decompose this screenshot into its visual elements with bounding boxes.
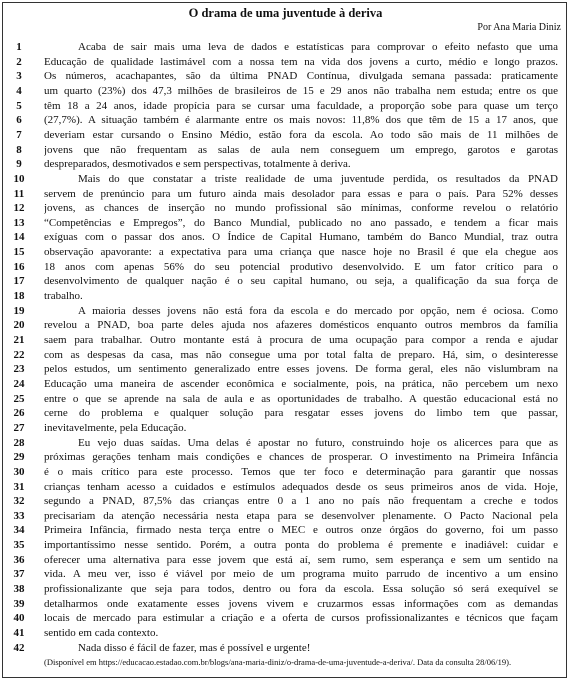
line-number: 22 [13, 348, 25, 361]
line-text: Eu vejo duas saídas. Uma delas é apostar no futuro, construindo hoje os alicerces para que as [78, 436, 558, 449]
article-author: Por Ana Maria Diniz [477, 22, 561, 33]
line-text: crianças tenham acesso a cuidados e estímulos adequados desde os seus primeiros anos de vida. Hoje, [44, 480, 558, 493]
line-text: revelou a PNAD, boa parte deles ajuda nos afazeres domésticos enquanto outros membros da família [44, 319, 558, 332]
line-text: segundo a PNAD, 87,5% das crianças entre 0 a 1 ano no país não frequentam a creche e todos [44, 495, 558, 508]
text-line [0, 597, 571, 612]
text-line [0, 172, 571, 187]
line-text: Educação de qualidade lastimável com a nossa tem na vida dos jovens a curto, médio e longo prazos. [44, 55, 558, 68]
text-line [0, 216, 571, 231]
text-line [0, 392, 571, 407]
line-number: 28 [13, 436, 25, 449]
line-text: têm 18 a 24 anos, idade propícia para se cursar uma faculdade, a proporção sobe para quase um terço [44, 99, 558, 112]
line-number: 41 [13, 627, 25, 639]
text-line [0, 187, 571, 202]
line-number: 17 [13, 275, 25, 288]
text-line [0, 611, 571, 626]
line-number: 3 [16, 70, 22, 83]
line-text: A maioria desses jovens não está fora da escola e do mercado por opção, nem é ociosa. Como [78, 304, 558, 317]
line-text: trabalho. [44, 290, 83, 303]
line-number: 10 [13, 172, 25, 185]
text-line [0, 553, 571, 568]
text-line [0, 494, 571, 509]
line-number: 19 [13, 304, 25, 317]
line-text: é o mais crítico para este processo. Temos que ter foco e determinação para garantir que nossas [44, 465, 558, 478]
line-number: 25 [13, 392, 25, 405]
line-number: 38 [13, 583, 25, 596]
source-citation: (Disponível em https://educacao.estadao.com.br/blogs/ana-maria-diniz/o-drama-de-uma-juventude-a-deriva/. Data da consulta 28/06/19). [44, 657, 512, 667]
text-line [0, 465, 571, 480]
line-text: “Competências e Empregos”, do Banco Mundial, publicado no ano passado, e tendem a ficar mais [44, 216, 558, 229]
line-number: 2 [16, 55, 22, 68]
text-line [0, 450, 571, 465]
text-line [0, 143, 571, 158]
line-number: 32 [13, 495, 25, 508]
line-text: oferecer uma alternativa para esse jovem que está aí, sem rumo, sem esperança e sem um sentido na [44, 553, 558, 566]
text-line [0, 69, 571, 84]
line-number: 6 [16, 114, 22, 127]
line-text: sentido em cada contexto. [44, 627, 159, 639]
line-text: jovens que não frequentam as salas de aula nem conseguem um emprego, garotos e garotas [44, 143, 558, 156]
line-text: saem para trabalhar. Outro montante está à procura de uma ocupação para compor a renda e ajudar [44, 334, 558, 346]
line-number: 31 [13, 480, 25, 493]
line-number: 26 [13, 407, 25, 420]
line-number: 5 [16, 99, 22, 112]
line-text: vida. A meu ver, isso é viável por meio de um programa muito parrudo de incentivo a um ensino [44, 568, 558, 581]
text-line [0, 99, 571, 114]
line-text: inevitavelmente, pela Educação. [44, 421, 187, 434]
line-text: exíguas com o passar dos anos. O Índice de Capital Humano, também do Banco Mundial, traz outra [44, 231, 558, 244]
line-number: 14 [13, 231, 25, 244]
line-number: 8 [16, 143, 22, 156]
line-number: 1 [16, 41, 22, 53]
text-line [0, 582, 571, 597]
line-number: 9 [16, 158, 22, 171]
text-line [0, 274, 571, 289]
line-number: 20 [13, 319, 25, 332]
line-number: 4 [16, 84, 22, 97]
line-number: 12 [13, 202, 25, 215]
text-line [0, 40, 571, 55]
line-number: 35 [13, 539, 25, 552]
line-text: jovens, as chances de inserção no mundo profissional são mínimas, conforme revelou o relatório [44, 202, 558, 215]
line-text: servem de prenúncio para um futuro ainda mais desolador para essas e para o país. Para 52% desses [44, 187, 558, 200]
text-line [0, 509, 571, 524]
text-line [0, 289, 571, 304]
line-text: despreparados, desmotivados e sem perspectivas, totalmente à deriva. [44, 158, 351, 171]
line-text: cerne do problema e qualquer solução para resgatar esses jovens do limbo tem que passar, [44, 407, 558, 420]
text-line [0, 567, 571, 582]
text-line [0, 480, 571, 495]
line-number: 36 [13, 553, 25, 566]
line-number: 15 [13, 246, 25, 259]
text-line [0, 84, 571, 99]
line-number: 23 [13, 363, 25, 376]
line-text: Mais do que constatar a triste realidade de uma juventude perdida, os resultados da PNAD [78, 172, 558, 185]
line-number: 11 [13, 187, 25, 200]
line-text: Educação uma maneira de ascender econômica e socialmente, pois, na prática, não percebem um nexo [44, 377, 558, 390]
line-text: pelos estudos, um sentimento generalizado entre esses jovens. De forma geral, eles não vislumbram na [44, 363, 558, 376]
line-text: Os números, acachapantes, são da última PNAD Contínua, divulgada semana passada: praticamente [44, 70, 558, 83]
text-line [0, 230, 571, 245]
line-text: locais de mercado para estimular a criação e a oferta de cursos profissionalizantes e técnicos que façam [44, 612, 558, 625]
text-line [0, 201, 571, 216]
line-text: desenvolvimento de qualquer nação é o seu capital humano, ou seja, a qualificação da sua força de [44, 275, 558, 288]
line-text: detalharmos onde exatamente esses jovens vivem e cruzarmos essas informações com as demandas [44, 597, 558, 610]
line-text: entre o que se aprende na sala de aula e as oportunidades de trabalho. A questão educacional está no [44, 392, 558, 405]
text-line [0, 260, 571, 275]
line-number: 24 [13, 377, 25, 390]
line-number: 16 [13, 260, 25, 273]
text-line [0, 318, 571, 333]
line-text: 18 anos com apenas 56% do seu potencial produtivo desenvolvido. E um fator crítico para o [44, 260, 558, 273]
line-text: Primeira Infância, firmado nesta terça entre o MEC e outros onze órgãos do governo, foi um passo [44, 524, 558, 537]
text-line [0, 538, 571, 553]
line-number: 30 [13, 465, 25, 478]
text-line [0, 436, 571, 451]
text-line [0, 113, 571, 128]
line-number: 7 [16, 128, 22, 141]
text-line [0, 304, 571, 319]
line-text: Nada disso é fácil de fazer, mas é possível e urgente! [78, 641, 311, 654]
line-number: 29 [13, 451, 25, 464]
line-number: 33 [13, 509, 25, 522]
text-line [0, 333, 571, 348]
text-line [0, 421, 571, 436]
article-title: O drama de uma juventude à deriva [188, 6, 383, 20]
text-line [0, 377, 571, 392]
text-line [0, 157, 571, 172]
line-text: próximas gerações tenham mais condições e chances de prosperar. O investimento na Primeira Infância [44, 451, 558, 464]
line-number: 13 [13, 216, 25, 229]
text-line [0, 128, 571, 143]
text-line [0, 523, 571, 538]
line-text: Acaba de sair mais uma leva de dados e estatísticas para comprovar o efeito nefasto que uma [78, 41, 558, 53]
line-text: com as despesas da casa, mas não consegue uma por total falta de preparo. Há, sim, o desinteresse [44, 348, 558, 361]
line-text: importantíssimo nesse sentido. Porém, a outra ponta do problema é premente e inadiável: cuidar e [44, 539, 558, 552]
text-line [0, 626, 571, 641]
line-text: deveriam estar cursando o Ensino Médio, estão fora da escola. Ao todo são mais de 11 milhões de [44, 128, 558, 141]
line-number: 27 [13, 421, 25, 434]
line-text: um quarto (23%) dos 47,3 milhões de brasileiros de 15 e 29 anos não trabalha nem estuda; entre os que [44, 84, 558, 97]
text-line [0, 362, 571, 377]
line-text: profissionalizante que seja para todos, dentro ou fora da escola. Essa solução só será exequível se [44, 583, 558, 596]
line-number: 18 [13, 290, 25, 303]
line-text: observação apavorante: a expectativa para uma criança que nasce hoje no Brasil é que ela chegue aos [44, 246, 558, 259]
text-line [0, 641, 571, 656]
line-number: 40 [13, 612, 25, 625]
line-number: 21 [13, 334, 25, 346]
text-line [0, 348, 571, 363]
text-line [0, 55, 571, 70]
line-number: 34 [13, 524, 25, 537]
line-number: 42 [13, 641, 25, 654]
text-line [0, 245, 571, 260]
line-number: 37 [13, 568, 25, 581]
text-line [0, 406, 571, 421]
line-text: (27,7%). A situação também é alarmante entre os mais novos: 11,8% dos que têm de 15 a 17 anos, que [44, 114, 558, 127]
line-number: 39 [13, 597, 25, 610]
line-text: precisariam da atenção necessária nesta etapa para se desenvolver plenamente. O Pacto Nacional pela [44, 509, 558, 522]
